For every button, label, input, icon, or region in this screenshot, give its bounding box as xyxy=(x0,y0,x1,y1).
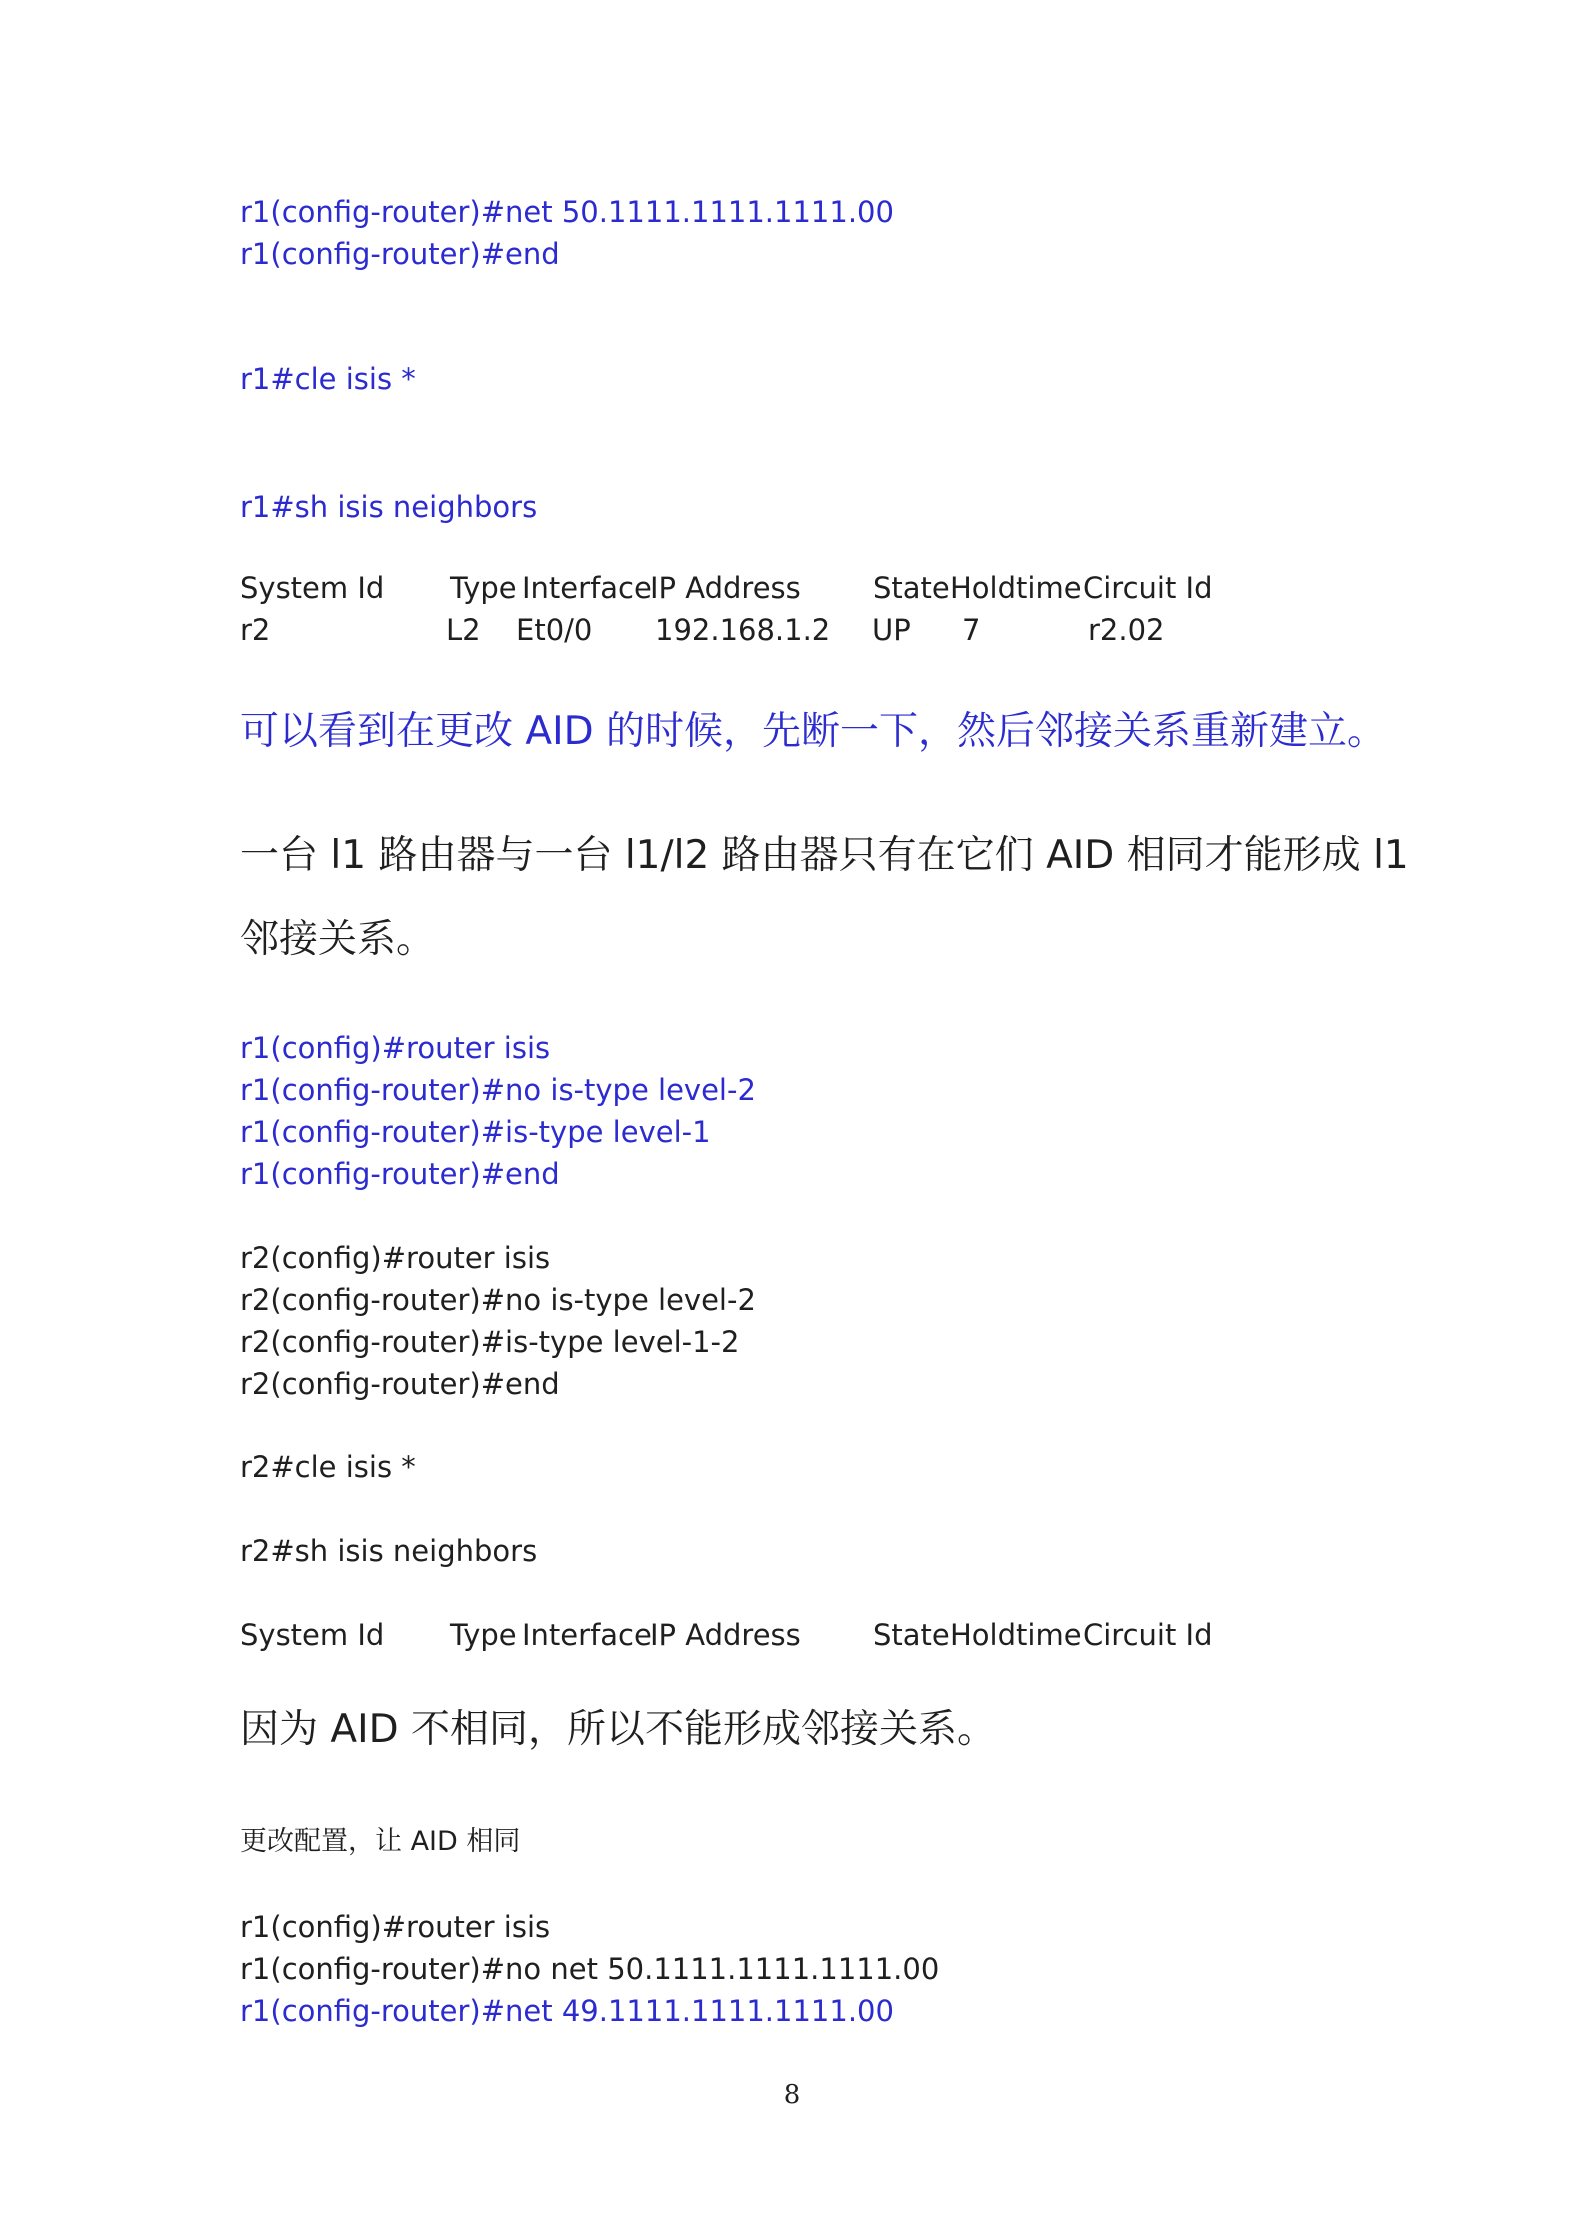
note-adjacency-rebuilt: 可以看到在更改 AID 的时候，先断一下，然后邻接关系重新建立。 xyxy=(240,709,1387,754)
cell-interface: Et0/0 xyxy=(516,613,593,647)
heading-line-2: 邻接关系。 xyxy=(240,917,436,962)
col-ip-address: IP Address xyxy=(650,571,801,605)
col-interface: Interface xyxy=(522,1618,652,1652)
r1-fix-no-net: r1(config-router)#no net 50.1111.1111.1111.00 xyxy=(240,1952,940,1986)
cell-type: L2 xyxy=(446,613,481,647)
col-interface: Interface xyxy=(522,571,652,605)
cell-system-id: r2 xyxy=(240,613,271,647)
r1-config-line: r1(config-router)#end xyxy=(240,1157,560,1191)
cli-line-net: r1(config-router)#net 50.1111.1111.1111.00 xyxy=(240,195,894,229)
col-holdtime: Holdtime xyxy=(950,571,1082,605)
r1-config-line: r1(config-router)#no is-type level-2 xyxy=(240,1073,756,1107)
cell-circuit-id: r2.02 xyxy=(1088,613,1165,647)
neighbor-table-1-header xyxy=(240,570,1240,606)
r2-config-line: r2(config-router)#end xyxy=(240,1367,560,1401)
r1-fix-router: r1(config)#router isis xyxy=(240,1910,551,1944)
heading-line-1: 一台 l1 路由器与一台 l1/l2 路由器只有在它们 AID 相同才能形成 l1 xyxy=(240,833,1409,878)
r2-clear-line: r2#cle isis * xyxy=(240,1450,416,1484)
col-ip-address: IP Address xyxy=(650,1618,801,1652)
r2-config-line: r2(config-router)#no is-type level-2 xyxy=(240,1283,756,1317)
r2-config-line: r2(config-router)#is-type level-1-2 xyxy=(240,1325,740,1359)
note-change-config: 更改配置，让 AID 相同 xyxy=(240,1826,521,1857)
col-state: State xyxy=(873,1618,950,1652)
neighbor-table-2-header xyxy=(240,1617,1240,1653)
cell-ip-address: 192.168.1.2 xyxy=(655,613,831,647)
col-type: Type xyxy=(450,571,517,605)
r1-fix-net: r1(config-router)#net 49.1111.1111.1111.00 xyxy=(240,1994,894,2028)
col-system-id: System Id xyxy=(240,571,385,605)
page-number: 8 xyxy=(783,2080,801,2110)
cli-line-end: r1(config-router)#end xyxy=(240,237,560,271)
col-circuit-id: Circuit Id xyxy=(1083,571,1213,605)
cell-state: UP xyxy=(872,613,911,647)
cli-line-clear: r1#cle isis * xyxy=(240,362,416,396)
col-state: State xyxy=(873,571,950,605)
cell-holdtime: 7 xyxy=(962,613,981,647)
note-no-adjacency: 因为 AID 不相同，所以不能形成邻接关系。 xyxy=(240,1707,997,1752)
cli-line-show: r1#sh isis neighbors xyxy=(240,490,538,524)
col-system-id: System Id xyxy=(240,1618,385,1652)
r2-config-line: r2(config)#router isis xyxy=(240,1241,551,1275)
col-type: Type xyxy=(450,1618,517,1652)
col-holdtime: Holdtime xyxy=(950,1618,1082,1652)
r1-config-line: r1(config)#router isis xyxy=(240,1031,551,1065)
r1-config-line: r1(config-router)#is-type level-1 xyxy=(240,1115,711,1149)
table-row xyxy=(240,612,1240,648)
r2-show-line: r2#sh isis neighbors xyxy=(240,1534,538,1568)
col-circuit-id: Circuit Id xyxy=(1083,1618,1213,1652)
